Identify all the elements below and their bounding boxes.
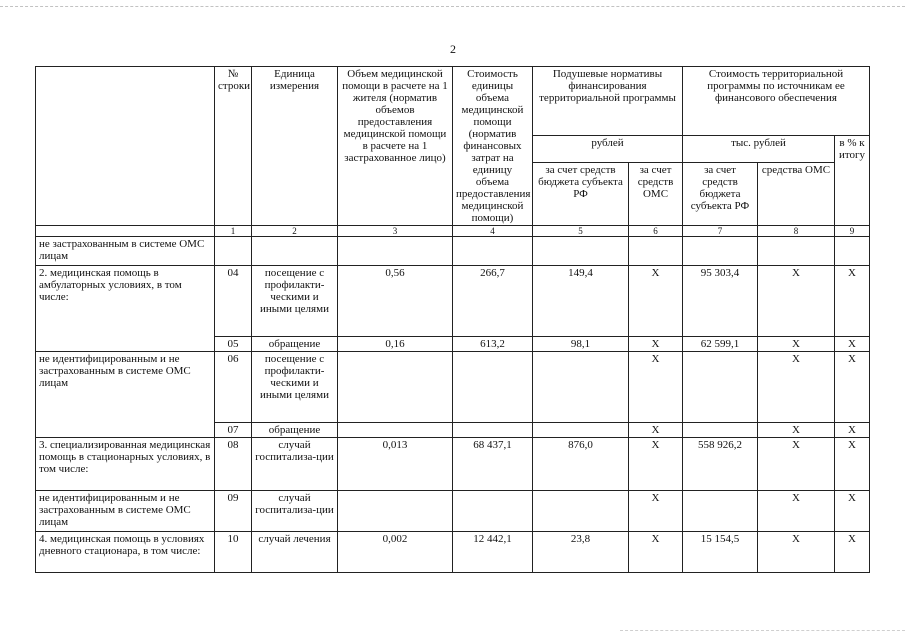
row-name: 3. специализированная медицинская помощь в стационарных условиях, в том числе:: [36, 438, 215, 491]
page-number: 2: [450, 42, 456, 56]
row-pct: X: [835, 532, 870, 573]
row-cost: [453, 423, 533, 438]
column-number-row: [36, 226, 870, 237]
row-pc-budget: [533, 491, 629, 532]
header-pc-budget: за счет средств бюджета субъекта РФ: [533, 163, 629, 226]
row-pc-budget: [533, 352, 629, 423]
header-blank: [36, 67, 215, 226]
column-number: 6: [629, 226, 683, 237]
column-number: 8: [758, 226, 835, 237]
row-pc-budget: [533, 423, 629, 438]
row-th-budget: 95 303,4: [683, 266, 758, 337]
table-row: [36, 532, 870, 573]
row-volume: 0,002: [338, 532, 453, 573]
row-unit: случай госпитализа-ции: [252, 438, 338, 491]
row-unit: обращение: [252, 423, 338, 438]
header-row-no: № строки: [215, 67, 252, 226]
column-number: 9: [835, 226, 870, 237]
row-th-budget: [683, 423, 758, 438]
row-unit: случай лечения: [252, 532, 338, 573]
row-volume: 0,013: [338, 438, 453, 491]
row-no: 09: [215, 491, 252, 532]
row-th-oms: X: [758, 491, 835, 532]
row-pc-budget: 876,0: [533, 438, 629, 491]
row-th-oms: X: [758, 423, 835, 438]
row-cost: [453, 352, 533, 423]
scan-edge-top: [0, 0, 905, 7]
row-unit: случай госпитализа-ции: [252, 491, 338, 532]
row-name: не идентифицированным и не застрахованным в системе ОМС лицам: [36, 491, 215, 532]
column-number: 2: [252, 226, 338, 237]
row-pc-budget: [533, 237, 629, 266]
row-th-budget: [683, 352, 758, 423]
row-pc-oms: X: [629, 266, 683, 337]
row-volume: [338, 237, 453, 266]
row-pc-oms: X: [629, 337, 683, 352]
row-pct: [835, 237, 870, 266]
row-pc-oms: X: [629, 438, 683, 491]
column-number: 5: [533, 226, 629, 237]
header-cost-unit: Стоимость единицы объема медицинской помощи (норматив финансовых затрат на единицу объема предоставления медицинской помощи): [453, 67, 533, 226]
row-cost: 12 442,1: [453, 532, 533, 573]
row-pct: X: [835, 491, 870, 532]
row-th-oms: X: [758, 532, 835, 573]
row-pc-oms: [629, 237, 683, 266]
header-program-cost: Стоимость территориальной программы по источникам ее финансового обеспечения: [683, 67, 870, 136]
row-name: 4. медицинская помощь в условиях дневного стационара, в том числе:: [36, 532, 215, 573]
table-row: [36, 237, 870, 266]
row-pc-oms: X: [629, 532, 683, 573]
header-rubles: рублей: [533, 136, 683, 163]
row-no: 04: [215, 266, 252, 337]
row-no: [215, 237, 252, 266]
table-row: [36, 352, 870, 423]
row-pct: X: [835, 423, 870, 438]
header-per-capita: Подушевые нормативы финансирования территориальной программы: [533, 67, 683, 136]
column-number: 4: [453, 226, 533, 237]
row-th-oms: X: [758, 352, 835, 423]
row-cost: 266,7: [453, 266, 533, 337]
row-th-oms: X: [758, 266, 835, 337]
program-cost-table: [35, 66, 870, 573]
row-th-oms: [758, 237, 835, 266]
scan-edge-bottom: [620, 630, 905, 632]
column-number: 1: [215, 226, 252, 237]
header-thousand-rubles: тыс. рублей: [683, 136, 835, 163]
row-th-oms: X: [758, 438, 835, 491]
row-th-budget: 62 599,1: [683, 337, 758, 352]
row-name: не застрахованным в системе ОМС лицам: [36, 237, 215, 266]
header-volume: Объем медицинской помощи в расчете на 1 жителя (норматив объемов предоставления медицинской помощи в расчете на 1 застрахованное лицо): [338, 67, 453, 226]
row-pc-budget: 23,8: [533, 532, 629, 573]
row-no: 05: [215, 337, 252, 352]
table-row: [36, 266, 870, 337]
row-no: 10: [215, 532, 252, 573]
row-unit: обращение: [252, 337, 338, 352]
row-unit: посещение с профилакти-ческими и иными целями: [252, 352, 338, 423]
row-pc-budget: 149,4: [533, 266, 629, 337]
row-th-budget: [683, 491, 758, 532]
column-number-blank: [36, 226, 215, 237]
header-unit: Единица измерения: [252, 67, 338, 226]
row-pc-budget: 98,1: [533, 337, 629, 352]
row-name: 2. медицинская помощь в амбулаторных условиях, в том числе:: [36, 266, 215, 352]
row-no: 06: [215, 352, 252, 423]
row-no: 07: [215, 423, 252, 438]
row-th-budget: 15 154,5: [683, 532, 758, 573]
table-row: [36, 438, 870, 491]
row-unit: посещение с профилакти-ческими и иными целями: [252, 266, 338, 337]
row-pc-oms: X: [629, 352, 683, 423]
header-th-budget: за счет средств бюджета субъекта РФ: [683, 163, 758, 226]
header-th-oms: средства ОМС: [758, 163, 835, 226]
row-pc-oms: X: [629, 491, 683, 532]
row-volume: 0,56: [338, 266, 453, 337]
row-cost: 613,2: [453, 337, 533, 352]
row-pc-oms: X: [629, 423, 683, 438]
row-cost: [453, 491, 533, 532]
table-row: [36, 491, 870, 532]
row-th-budget: [683, 237, 758, 266]
header-pc-oms: за счет средств ОМС: [629, 163, 683, 226]
row-unit: [252, 237, 338, 266]
row-volume: [338, 352, 453, 423]
row-pct: X: [835, 266, 870, 337]
column-number: 3: [338, 226, 453, 237]
header-percent-total: в % к итогу: [835, 136, 870, 226]
row-cost: 68 437,1: [453, 438, 533, 491]
row-th-oms: X: [758, 337, 835, 352]
row-volume: [338, 423, 453, 438]
column-number: 7: [683, 226, 758, 237]
header-row-1: [36, 67, 870, 136]
row-pct: X: [835, 352, 870, 423]
row-th-budget: 558 926,2: [683, 438, 758, 491]
row-pct: X: [835, 438, 870, 491]
row-cost: [453, 237, 533, 266]
row-volume: [338, 491, 453, 532]
row-pct: X: [835, 337, 870, 352]
row-name: не идентифицированным и не застрахованным в системе ОМС лицам: [36, 352, 215, 438]
row-no: 08: [215, 438, 252, 491]
row-volume: 0,16: [338, 337, 453, 352]
